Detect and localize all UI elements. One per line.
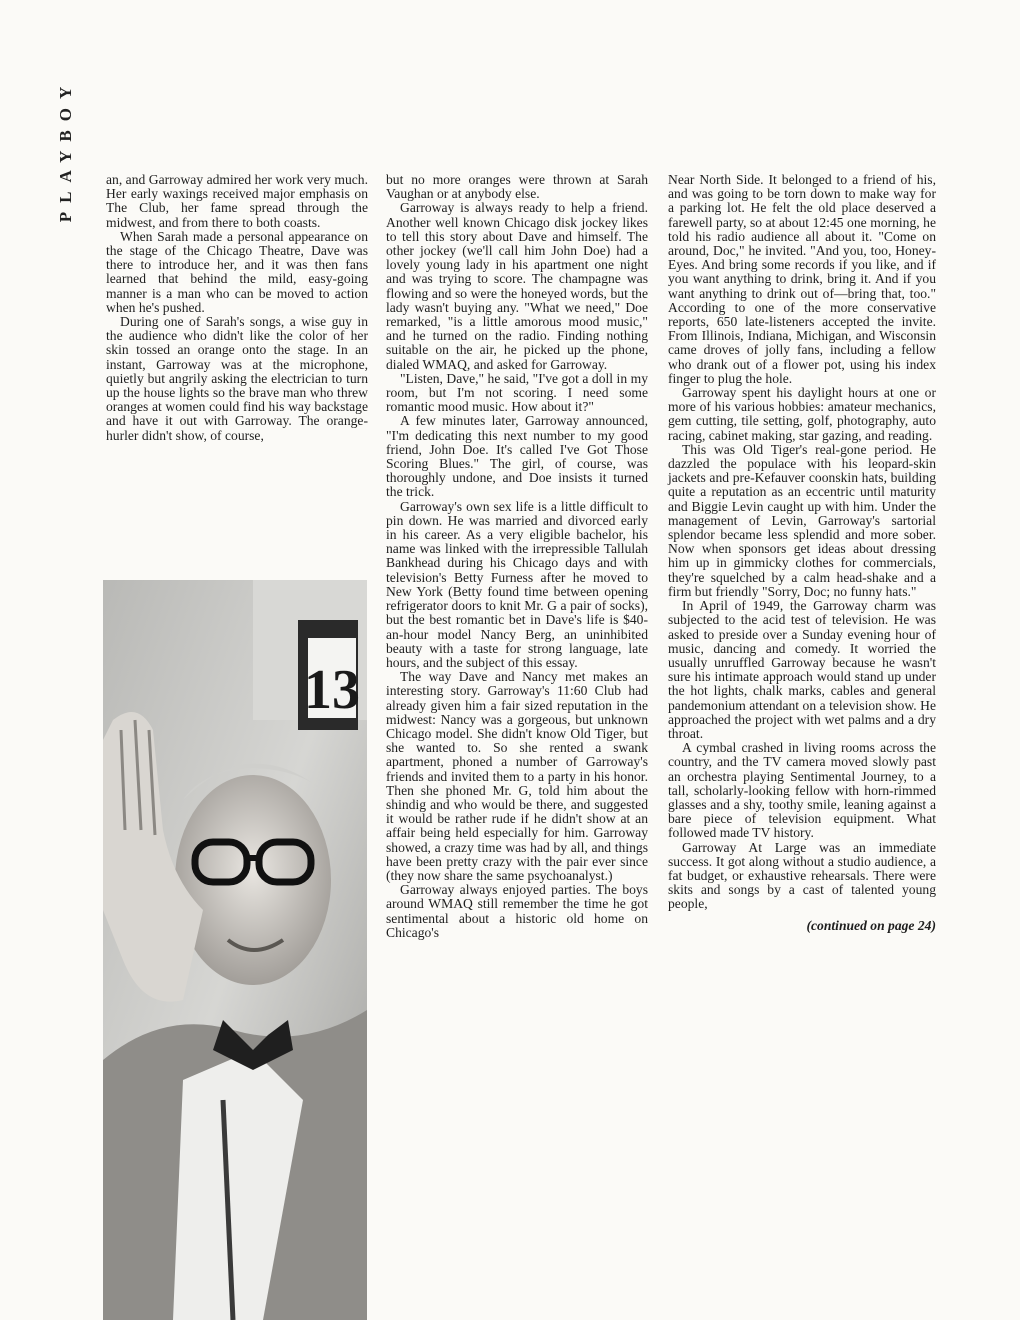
paragraph: A cymbal crashed in living rooms across the country, and the TV camera moved slowly past an orchestra playing Sentimental Journey, to a tall, scholarly-looking fellow with horn-rimmed glasses and a shy, toothy smile, leaning against a bare piece of television equipment. What followed made TV history.	[668, 740, 936, 841]
paragraph: Garroway At Large was an immediate success. It got along without a studio audience, a fat budget, or exhaustive rehearsals. There were skits and songs by a cast of talented young people,	[668, 839, 936, 912]
paragraph: The way Dave and Nancy met makes an interesting story. Garroway's 11:60 Club had already given him a fair sized reputation in the midwest: Nancy was a gorgeous, but unknown Chicago model. She didn't know Old Tiger, but she wanted to. So she rented a swank apartment, phoned a number of Garroway's friends and invited them to a party in his honor. Then she phoned Mr. G, told him about the shindig and who would be there, and suggested it would be rather rude if he didn't show at an affair being held especially for him. Garroway showed, a crazy time was had by all, and things have been pretty crazy with the pair ever since (they now share the same psychoanalyst.)	[386, 669, 648, 883]
paragraph: but no more oranges were thrown at Sarah Vaughan or at anybody else.	[386, 172, 648, 202]
continued-note[interactable]: (continued on page 24)	[806, 917, 936, 933]
paragraph: "Listen, Dave," he said, "I've got a doll in my room, but I'm not scoring. I need some romantic mood music. How about it?"	[386, 370, 648, 415]
paragraph: Near North Side. It belonged to a friend of his, and was going to be torn down to make way for a parking lot. He felt the old place deserved a farewell party, so at about 12:45 one morning, he told his radio audience all about it. "Come on around, Doc," he invited. "And you, too, Honey-Eyes. And bring some records if you like, and if you want anything to drink, bring it. And if you want anything to drink out of—bring that, too." According to one of the more conservative reports, 650 late-listeners accepted the invite. From Illinois, Indiana, Michigan, and Wisconsin came droves of jolly fans, including a fellow who drank out of a flower pot, using his index finger to plug the hole.	[668, 172, 936, 386]
paragraph: In April of 1949, the Garroway charm was subjected to the acid test of television. He was asked to preside over a Sunday evening hour of music, dancing and comedy. It worried the usually unruffled Garroway because he wasn't sure his intimate approach would stand up under the hot lights, chalk marks, cables and general pandemonium attendant on a television show. He approached the project with wet palms and a dry throat.	[668, 598, 936, 741]
sign-number: 13	[304, 659, 360, 721]
article-column-2	[386, 173, 648, 940]
paragraph: During one of Sarah's songs, a wise guy in the audience who didn't like the color of her skin tossed an orange onto the stage. In an instant, Garroway was at the microphone, quietly but angrily asking the electrician to turn up the house lights so the brave man who threw oranges at women could find his way backstage and have it out with Garroway. The orange-hurler didn't show, of course,	[106, 314, 368, 443]
paragraph: This was Old Tiger's real-gone period. He dazzled the populace with his leopard-skin jackets and pre-Kefauver coonskin hats, building quite a reputation as an eccentric until maturity and Biggie Levin caught up with him. Under the management of Levin, Garroway's sartorial splendor became less splendid and more sober. Now when sponsors get ideas about dressing him up in gimmicky clothes for commercials, they're squelched by a calm head-shake and a firm but friendly "Sorry, Doc; no funny hats."	[668, 441, 936, 599]
paragraph: When Sarah made a personal appearance on the stage of the Chicago Theatre, Dave was there to introduce her, and it was then fans learned that behind the mild, easy-going manner is a man who can be moved to action when he's pushed.	[106, 228, 368, 315]
paragraph: Garroway spent his daylight hours at one or more of his various hobbies: amateur mechanics, gem cutting, tile setting, golf, photography, auto racing, cabinet making, star gazing, and reading.	[668, 385, 936, 443]
article-column-1	[106, 173, 368, 443]
portrait-photo	[103, 580, 367, 1320]
masthead-title: PLAYBOY	[56, 77, 75, 223]
paragraph: Garroway is always ready to help a friend. Another well known Chicago disk jockey likes to tell this story about Dave and himself. The other jockey (we'll call him John Doe) had a lovely young lady in his apartment one night and was trying to score. The champagne was flowing and so were the honeyed words, but the lady wasn't buying any. "What we need," Doe remarked, "is a little amorous mood music," and he turned on the radio. Finding nothing suitable on the air, he picked up the phone, dialed WMAQ, and asked for Garroway.	[386, 200, 648, 372]
paragraph: an, and Garroway admired her work very much. Her early waxings received major emphasis on The Club, her fame spread through the midwest, and from there to both coasts.	[106, 172, 368, 230]
paragraph: Garroway always enjoyed parties. The boys around WMAQ still remember the time he got sentimental about a historic old home on Chicago's	[386, 882, 648, 940]
paragraph: Garroway's own sex life is a little difficult to pin down. He was married and divorced early in his career. As a very eligible bachelor, his name was linked with the irrepressible Tallulah Bankhead during his Chicago days and with television's Betty Furness after he moved to New York (Betty found time between opening refrigerator doors to knit Mr. G a pair of socks), but the best romantic bet in Dave's life is $40-an-hour model Nancy Berg, an uninhibited beauty with a taste for strong language, late hours, and the subject of this essay.	[386, 498, 648, 670]
photo-dave-garroway	[103, 580, 367, 1320]
article-column-3	[668, 173, 936, 933]
masthead	[52, 70, 80, 230]
paragraph: A few minutes later, Garroway announced, "I'm dedicating this next number to my good friend, John Doe. It's called I've Got Those Scoring Blues." The girl, of course, was thoroughly undone, and Doe insists it turned the trick.	[386, 413, 648, 500]
